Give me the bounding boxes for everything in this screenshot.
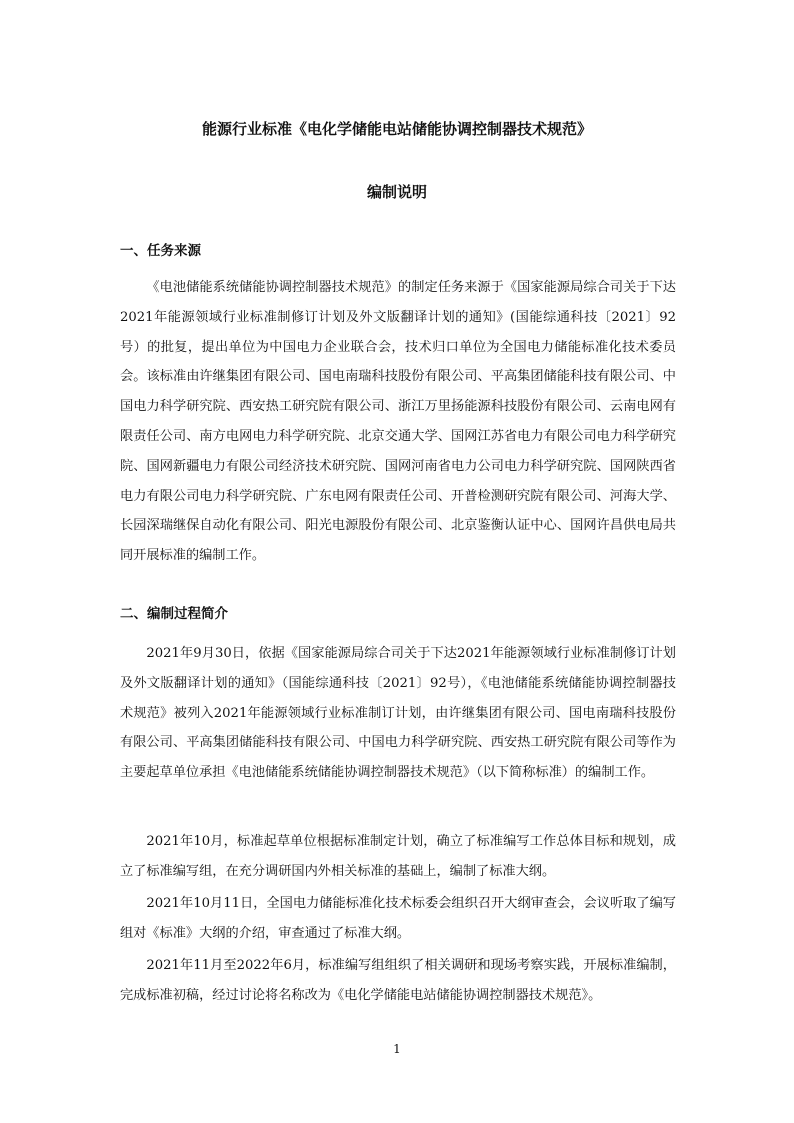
paragraph-drafting-process-2: 2021年10月，标准起草单位根据标准制定计划，确立了标准编写工作总体目标和规划，成立了标准编写组，在充分调研国内外相关标准的基础上，编制了标准大纲。 [120,834,676,879]
page-number: 1 [393,1042,401,1056]
document-title: 能源行业标准《电化学储能电站储能协调控制器技术规范》 [201,120,592,138]
section-heading-task-source: 一、任务来源 [120,243,201,259]
section-heading-drafting-process: 二、编制过程简介 [120,606,228,622]
paragraph-drafting-process-4: 2021年11月至2022年6月，标准编写组组织了相关调研和现场考察实践，开展标准编制，完成标准初稿，经过讨论将名称改为《电化学储能电站储能协调控制器技术规范》。 [120,958,676,1003]
paragraph-task-source: 《电池储能系统储能协调控制器技术规范》的制定任务来源于《国家能源局综合司关于下达2021年能源领域行业标准制修订计划及外文版翻译计划的通知》(国能综通科技〔2021〕92号）的批复，提出单位为中国电力企业联合会，技术归口单位为全国电力储能标准化技术委员会。该标准由许继集团有限公司、国电南瑞科技股份有限公司、平高集团储能科技有限公司、中国电力科学研究院、西安热工研究院有限公司、浙江万里扬能源科技股份有限公司、云南电网有限责任公司、南方电网电力科学研究院、北京交通大学、国网江苏省电力有限公司电力科学研究院、国网新疆电力有限公司经济技术研究院、国网河南省电力公司电力科学研究院、国网陕西省电力有限公司电力科学研究院、广东电网有限责任公司、开普检测研究院有限公司、河海大学、长园深瑞继保自动化有限公司、阳光电源股份有限公司、北京鉴衡认证中心、国网许昌供电局共同开展标准的编制工作。 [120,280,676,564]
document-subtitle: 编制说明 [366,183,427,201]
paragraph-drafting-process-3: 2021年10月11日，全国电力储能标准化技术标委会组织召开大纲审查会，会议听取了编写组对《标准》大纲的介绍，审查通过了标准大纲。 [120,896,676,941]
paragraph-drafting-process-1: 2021年9月30日，依据《国家能源局综合司关于下达2021年能源领域行业标准制修订计划及外文版翻译计划的通知》（国能综通科技〔2021〕92号），《电池储能系统储能协调控制器技术规范》被列入2021年能源领域行业标准制订计划，由许继集团有限公司、国电南瑞科技股份有限公司、平高集团储能科技有限公司、中国电力科学研究院、西安热工研究院有限公司等作为主要起草单位承担《电池储能系统储能协调控制器技术规范》（以下简称标准）的编制工作。 [120,646,676,781]
